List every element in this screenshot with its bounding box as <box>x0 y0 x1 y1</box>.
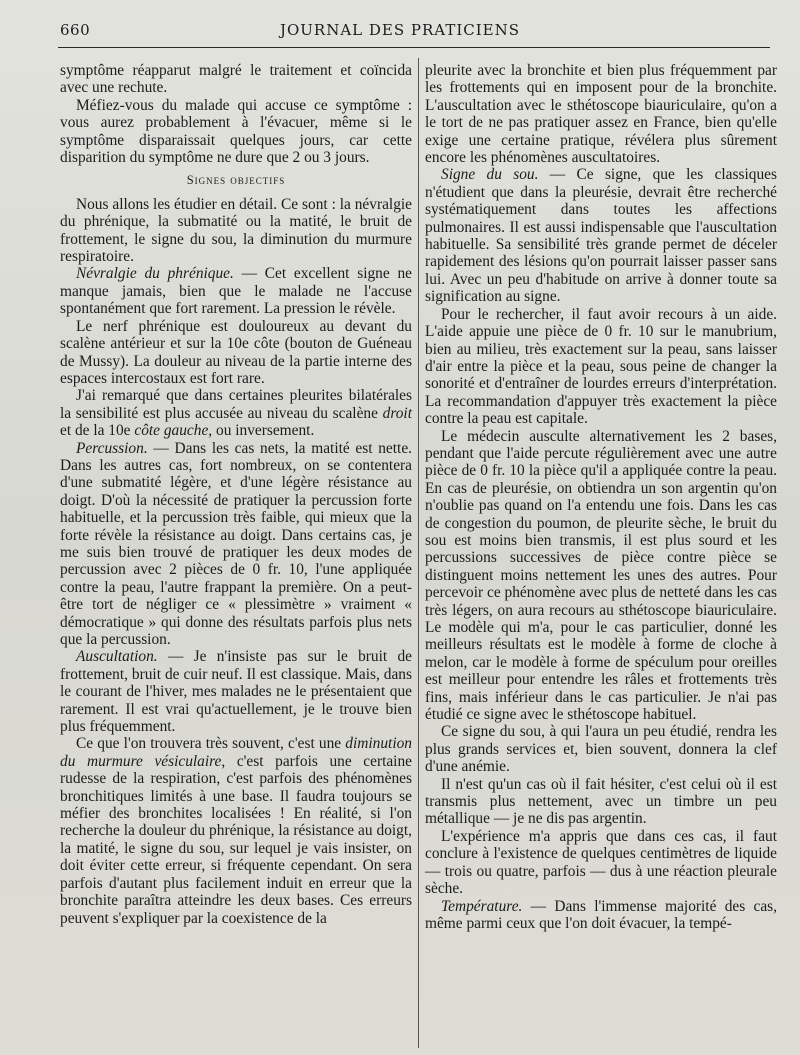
emphasis: côte gauche <box>134 422 209 440</box>
paragraph: Pour le rechercher, il faut avoir recours à un aide. L'aide appuie une pièce de 0 fr. 10 sur le manubrium, bien au milieu, très exactement sur la peau, sans laisser d'air entre la pièce et la peau, sous peine de changer la sonorité et d'entraîner de lourdes erreurs d'interprétation. La recommandation d'appuyer très exactement la pièce contre la peau est capitale. <box>425 305 777 428</box>
paragraph: symptôme réapparut malgré le traitement et coïncida avec une rechute. <box>60 62 412 97</box>
text-run: , ou inversement. <box>208 422 315 440</box>
paragraph: Ce signe du sou, à qui l'aura un peu étudié, rendra les plus grands services et, bien souvent, donnera la clef d'une anémie. <box>425 723 777 776</box>
paragraph-nevralgie <box>60 265 412 317</box>
paragraph: L'expérience m'a appris que dans ces cas, il faut conclure à l'existence de quelques centimètres de liquide — trois ou quatre, parfois — dus à une réaction pleurale sèche. <box>425 827 777 898</box>
paragraph: Il n'est qu'un cas où il fait hésiter, c'est celui où il est transmis plus nettement, avec un timbre un peu métallique — je ne dis pas argentin. <box>425 775 777 828</box>
text-run: Ce que l'on trouvera très souvent, c'est une <box>76 735 346 753</box>
paragraph-auscultation <box>60 648 412 735</box>
paragraph-percussion <box>60 440 412 649</box>
paragraph: Le nerf phrénique est douloureux au devant du scalène antérieur et sur la 10e côte (bouton de Guéneau de Mussy). La douleur au niveau de la partie interne des espaces intercostaux est fort rare. <box>60 317 412 387</box>
emphasis: diminution du murmure vésiculaire <box>60 735 412 770</box>
text-run: J'ai remarqué que dans certaines pleurites bilatérales la sensibilité est plus accusée au niveau du scalène <box>60 387 412 422</box>
run-in-heading: Percussion. <box>76 439 148 457</box>
text-run: , c'est parfois une certaine rudesse de la respiration, c'est parfois des phénomènes bronchitiques limités à une base. Il faudra toujours se méfier des bronchites localisées ! En réalité, si l'on recherche la douleur du phrénique, la résistance au doigt, la matité, le signe du sou, sur lequel je vais insister, on doit éviter cette erreur, si fréquente cependant. On sera parfois d'autant plus facilement induit en erreur que la bronchite paraîtra atteindre les deux bases. Ces erreurs peuvent s'expliquer par la coexistence de la <box>60 752 412 927</box>
paragraph: Nous allons les étudier en détail. Ce sont : la névralgie du phrénique, la submatité ou la matité, le bruit de frottement, le signe du sou, la diminution du murmure respiratoire. <box>60 195 412 266</box>
paragraph-bilateral <box>60 387 412 439</box>
paragraph-text: — Dans l'immense majorité des cas, même parmi ceux que l'on doit évacuer, la tempé- <box>425 897 777 932</box>
column-divider <box>418 58 419 1048</box>
text-run: et de la 10e <box>60 422 135 440</box>
paragraph: pleurite avec la bronchite et bien plus fréquemment par les frottements qui en imposent pour de la bronchite. L'auscultation avec le sthétoscope biauriculaire, qu'on a le tort de ne pas pratiquer assez en France, bien qu'elle exige une certaine pratique, révélera plus sûrement encore les phénomènes auscultatoires. <box>425 62 777 167</box>
page-number: 660 <box>60 21 91 39</box>
journal-title: JOURNAL DES PRATICIENS <box>279 21 521 39</box>
paragraph-text: — Ce signe, que les classiques n'étudient que dans la pleurésie, devrait être recherché systématiquement dans toutes les affections pulmonaires. Il est aussi indispensable que l'auscultation habituelle. Sa sensibilité très grande permet de déceler rapidement des lésions qu'on pourrait laisser passer sans lui. Avec un peu d'habitude on arrive à donner toute sa signification au signe. <box>425 166 777 306</box>
run-in-heading: Signe du sou. <box>441 166 539 184</box>
running-header <box>0 0 800 44</box>
header-rule <box>58 47 770 48</box>
run-in-heading: Auscultation. <box>76 648 158 666</box>
left-column <box>60 62 412 927</box>
paragraph: Le médecin ausculte alternativement les 2 bases, pendant que l'aide percute régulièrement avec une autre pièce de 0 fr. 10 la pièce qu'il a appliquée contre la peau. En cas de pleurésie, on obtiendra un son argentin qu'on n'oublie pas quand on l'a entendu une fois. Dans les cas de congestion du poumon, de pleurite sèche, le bruit du sou est moins bien transmis, il est plus sourd et les percussions successives de pièce contre pièce se distinguent moins nettement les unes des autres. Pour percevoir ce phénomène avec plus de netteté dans les cas très légers, on aura recours au sthétoscope biauriculaire. Le modèle qui m'a, pour le cas particulier, donné les meilleurs résultats est le modèle à forme de cloche à melon, car le modèle à forme de spéculum pour oreilles est meilleur pour entendre les râles et frottements très fins, mais inférieur dans le cas particulier. Je n'ai pas étudié ce signe avec le sthétoscope habituel. <box>425 427 777 724</box>
run-in-heading: Névralgie du phrénique. <box>76 265 234 283</box>
section-heading: Signes objectifs <box>186 173 286 188</box>
paragraph-text: — Dans les cas nets, la matité est nette. Dans les autres cas, fort nombreux, on se contentera d'une submatité légère, et d'une légère résistance au doigt. D'où la nécessité de pratiquer la percussion forte habituelle, et la percussion très faible, qui mieux que la forte révèle la résistance au doigt. Dans certains cas, je me suis bien trouvé de pratiquer les deux modes de percussion avec 2 pièces de 0 fr. 10, l'une appliquée contre la peau, l'autre frappant la première. On a peut-être tort de négliger ce « plessimètre » vraiment « démocratique » qui donne des résultats parfois plus nets que la percussion. <box>60 439 412 648</box>
paragraph-text: — Je n'insiste pas sur le bruit de frottement, bruit de cuir neuf. Il est classique. Mais, dans le courant de l'hiver, mes malades ne le présentaient que rarement. Il est vrai qu'actuellement, je le trouve bien plus fréquemment. <box>60 648 412 736</box>
paragraph-murmure <box>60 735 412 926</box>
run-in-heading: Température. <box>441 897 523 915</box>
paragraph: Méfiez-vous du malade qui accuse ce symptôme : vous aurez probablement à l'évacuer, même si le symptôme disparaissait quelques jours, car cette disparition du symptôme ne dure que 2 ou 3 jours. <box>60 96 412 167</box>
paragraph-temperature <box>425 898 777 933</box>
paragraph-signe-du-sou <box>425 166 777 305</box>
paragraph-text: — Cet excellent signe ne manque jamais, bien que le malade ne l'accuse spontanément que fort rarement. La pression le révèle. <box>60 265 412 318</box>
emphasis: droit <box>382 404 412 422</box>
right-column <box>425 62 777 932</box>
